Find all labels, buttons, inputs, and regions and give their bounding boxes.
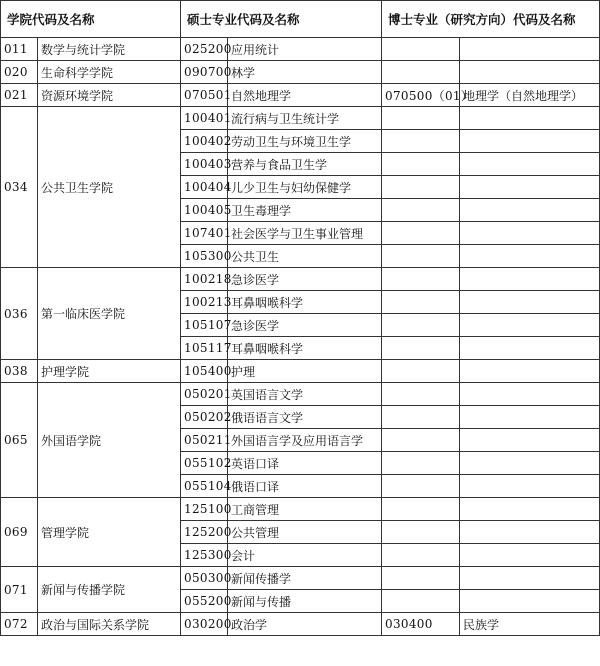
doctor-code xyxy=(382,130,460,153)
doctor-code xyxy=(382,452,460,475)
doctor-code xyxy=(382,61,460,84)
doctor-code xyxy=(382,291,460,314)
doctor-code xyxy=(382,360,460,383)
master-code: 055104 xyxy=(181,475,228,498)
doctor-name xyxy=(460,429,600,452)
master-name: 流行病与卫生统计学 xyxy=(228,107,382,130)
college-name: 新闻与传播学院 xyxy=(38,567,181,613)
master-code: 107401 xyxy=(181,222,228,245)
college-code: 034 xyxy=(1,107,38,268)
doctor-name xyxy=(460,498,600,521)
doctor-code xyxy=(382,314,460,337)
master-name: 工商管理 xyxy=(228,498,382,521)
college-code: 071 xyxy=(1,567,38,613)
table-row xyxy=(1,383,600,406)
table-row xyxy=(1,268,600,291)
doctor-name xyxy=(460,337,600,360)
header-master: 硕士专业代码及名称 xyxy=(181,1,382,38)
master-name: 新闻与传播 xyxy=(228,590,382,613)
master-name: 会计 xyxy=(228,544,382,567)
master-name: 社会医学与卫生事业管理 xyxy=(228,222,382,245)
master-name: 新闻传播学 xyxy=(228,567,382,590)
master-name: 林学 xyxy=(228,61,382,84)
doctor-name xyxy=(460,291,600,314)
table-row xyxy=(1,498,600,521)
doctor-code xyxy=(382,567,460,590)
doctor-code xyxy=(382,199,460,222)
doctor-code xyxy=(382,590,460,613)
master-code: 125200 xyxy=(181,521,228,544)
master-code: 100405 xyxy=(181,199,228,222)
doctor-code xyxy=(382,222,460,245)
doctor-name xyxy=(460,475,600,498)
college-code: 069 xyxy=(1,498,38,567)
doctor-code xyxy=(382,107,460,130)
college-code: 021 xyxy=(1,84,38,107)
master-name: 耳鼻咽喉科学 xyxy=(228,337,382,360)
doctor-name xyxy=(460,222,600,245)
master-code: 050211 xyxy=(181,429,228,452)
doctor-code xyxy=(382,406,460,429)
doctor-name xyxy=(460,61,600,84)
master-code: 100404 xyxy=(181,176,228,199)
doctor-name xyxy=(460,544,600,567)
master-code: 070501 xyxy=(181,84,228,107)
college-code: 011 xyxy=(1,38,38,61)
doctor-name xyxy=(460,383,600,406)
master-code: 055102 xyxy=(181,452,228,475)
master-code: 105117 xyxy=(181,337,228,360)
header-doctor: 博士专业（研究方向）代码及名称 xyxy=(382,1,600,38)
college-name: 护理学院 xyxy=(38,360,181,383)
master-code: 100218 xyxy=(181,268,228,291)
master-name: 劳动卫生与环境卫生学 xyxy=(228,130,382,153)
college-name: 资源环境学院 xyxy=(38,84,181,107)
master-name: 俄语语言文学 xyxy=(228,406,382,429)
master-code: 125300 xyxy=(181,544,228,567)
college-code: 065 xyxy=(1,383,38,498)
college-code: 020 xyxy=(1,61,38,84)
doctor-code xyxy=(382,498,460,521)
college-code: 072 xyxy=(1,613,38,636)
table-row xyxy=(1,61,600,84)
master-code: 100401 xyxy=(181,107,228,130)
doctor-code xyxy=(382,383,460,406)
master-name: 儿少卫生与妇幼保健学 xyxy=(228,176,382,199)
master-name: 营养与食品卫生学 xyxy=(228,153,382,176)
doctor-name xyxy=(460,452,600,475)
table-row xyxy=(1,360,600,383)
master-code: 050202 xyxy=(181,406,228,429)
master-name: 急诊医学 xyxy=(228,268,382,291)
college-name: 管理学院 xyxy=(38,498,181,567)
master-code: 100402 xyxy=(181,130,228,153)
doctor-code: 070500（01） xyxy=(382,84,460,107)
doctor-name xyxy=(460,38,600,61)
doctor-code: 030400 xyxy=(382,613,460,636)
doctor-code xyxy=(382,521,460,544)
doctor-name xyxy=(460,176,600,199)
doctor-code xyxy=(382,245,460,268)
header-college: 学院代码及名称 xyxy=(1,1,181,38)
master-name: 政治学 xyxy=(228,613,382,636)
doctor-code xyxy=(382,337,460,360)
doctor-name xyxy=(460,406,600,429)
table-body xyxy=(1,38,600,636)
doctor-code xyxy=(382,544,460,567)
master-name: 应用统计 xyxy=(228,38,382,61)
master-name: 自然地理学 xyxy=(228,84,382,107)
master-name: 英国语言文学 xyxy=(228,383,382,406)
master-code: 090700 xyxy=(181,61,228,84)
college-name: 第一临床医学院 xyxy=(38,268,181,360)
master-name: 护理 xyxy=(228,360,382,383)
table-row xyxy=(1,613,600,636)
college-name: 数学与统计学院 xyxy=(38,38,181,61)
table-row xyxy=(1,107,600,130)
doctor-name: 民族学 xyxy=(460,613,600,636)
master-code: 100403 xyxy=(181,153,228,176)
master-code: 050201 xyxy=(181,383,228,406)
doctor-name xyxy=(460,130,600,153)
college-code: 038 xyxy=(1,360,38,383)
college-code: 036 xyxy=(1,268,38,360)
table-row xyxy=(1,38,600,61)
doctor-code xyxy=(382,38,460,61)
doctor-name xyxy=(460,360,600,383)
doctor-name xyxy=(460,521,600,544)
doctor-name xyxy=(460,268,600,291)
master-code: 025200 xyxy=(181,38,228,61)
doctor-name xyxy=(460,567,600,590)
doctor-name xyxy=(460,245,600,268)
master-code: 100213 xyxy=(181,291,228,314)
master-code: 125100 xyxy=(181,498,228,521)
doctor-name xyxy=(460,199,600,222)
doctor-name xyxy=(460,153,600,176)
master-name: 外国语言学及应用语言学 xyxy=(228,429,382,452)
master-code: 105300 xyxy=(181,245,228,268)
college-name: 生命科学学院 xyxy=(38,61,181,84)
doctor-code xyxy=(382,153,460,176)
master-name: 俄语口译 xyxy=(228,475,382,498)
doctor-code xyxy=(382,429,460,452)
college-name: 政治与国际关系学院 xyxy=(38,613,181,636)
doctor-code xyxy=(382,176,460,199)
master-name: 急诊医学 xyxy=(228,314,382,337)
master-code: 050300 xyxy=(181,567,228,590)
doctor-name xyxy=(460,107,600,130)
master-code: 105400 xyxy=(181,360,228,383)
master-name: 卫生毒理学 xyxy=(228,199,382,222)
master-name: 英语口译 xyxy=(228,452,382,475)
master-name: 耳鼻咽喉科学 xyxy=(228,291,382,314)
master-code: 105107 xyxy=(181,314,228,337)
doctor-name xyxy=(460,314,600,337)
table-row xyxy=(1,84,600,107)
college-name: 外国语学院 xyxy=(38,383,181,498)
master-name: 公共管理 xyxy=(228,521,382,544)
master-name: 公共卫生 xyxy=(228,245,382,268)
master-code: 030200 xyxy=(181,613,228,636)
doctor-name: 地理学（自然地理学） xyxy=(460,84,600,107)
doctor-code xyxy=(382,268,460,291)
header-row xyxy=(1,1,600,38)
doctor-name xyxy=(460,590,600,613)
master-code: 055200 xyxy=(181,590,228,613)
doctor-code xyxy=(382,475,460,498)
table-row xyxy=(1,567,600,590)
college-name: 公共卫生学院 xyxy=(38,107,181,268)
